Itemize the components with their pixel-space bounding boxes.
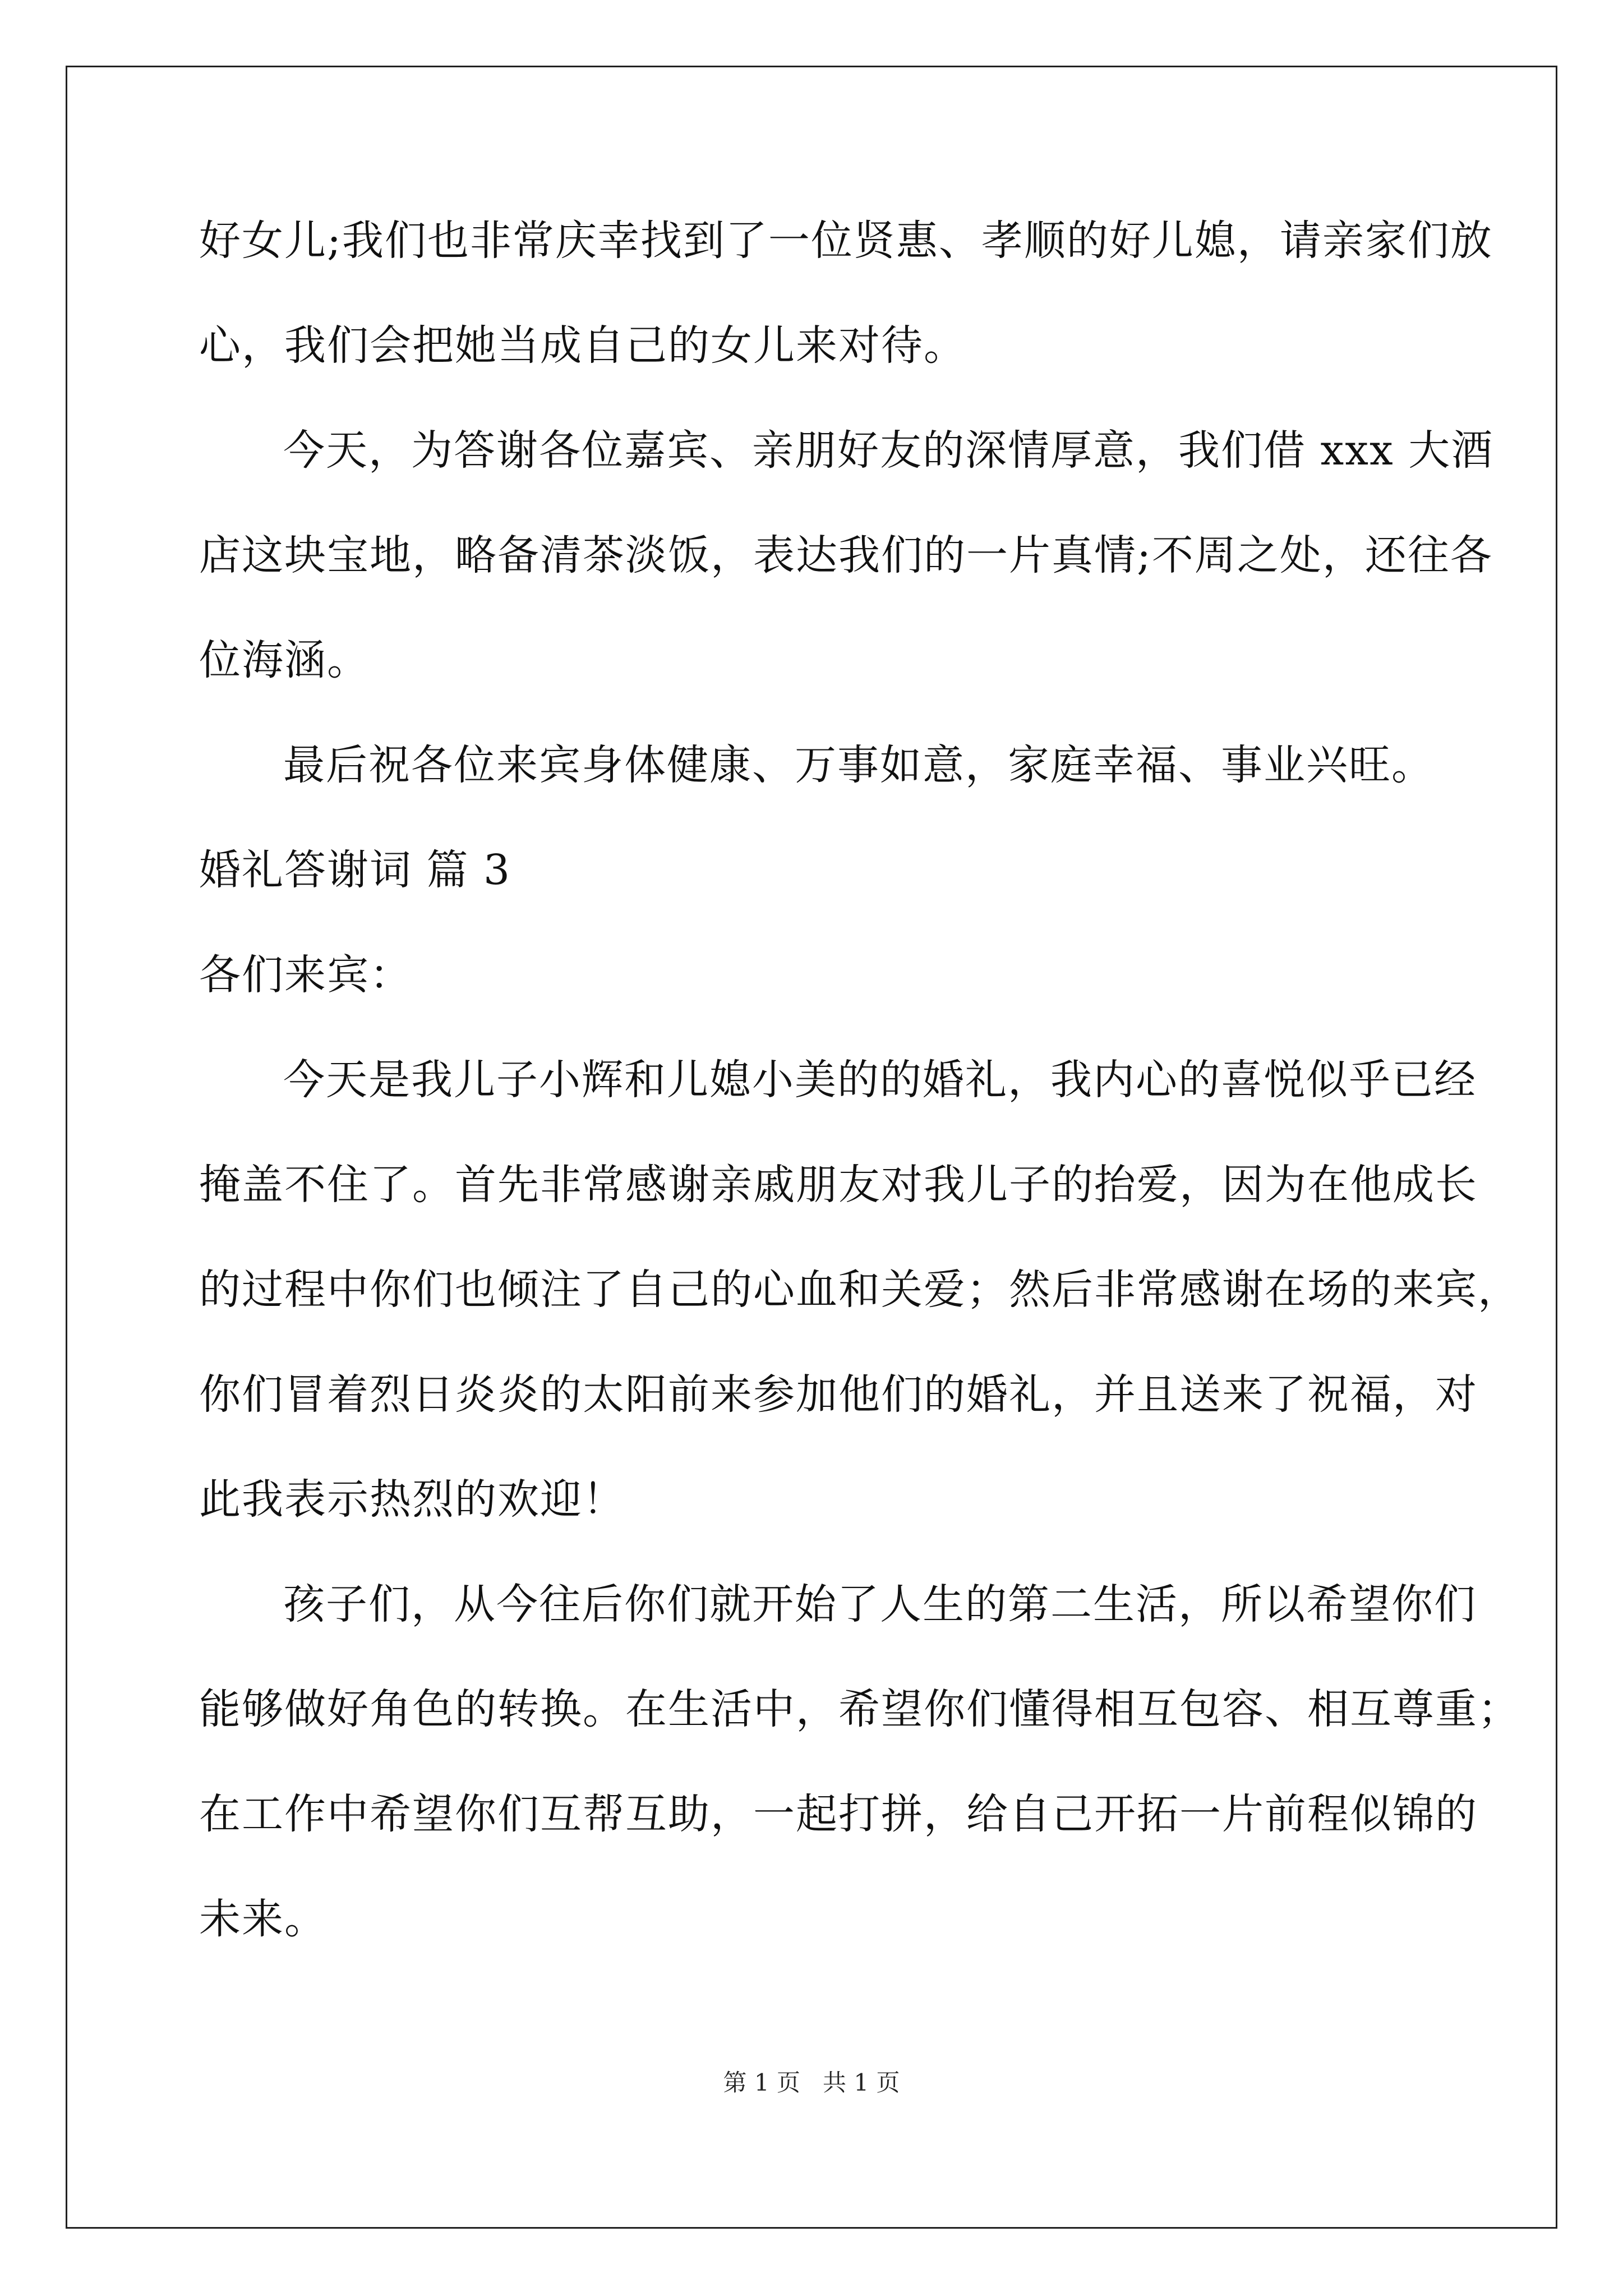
text-line: 你们冒着烈日炎炎的太阳前来参加他们的婚礼，并且送来了祝福，对 <box>199 1370 1478 1419</box>
text-line: 好女儿;我们也非常庆幸找到了一位贤惠、孝顺的好儿媳，请亲家们放 <box>199 217 1493 265</box>
text-line: 最后祝各位来宾身体健康、万事如意，家庭幸福、事业兴旺。 <box>283 741 1434 789</box>
text-line: 能够做好角色的转换。在生活中，希望你们懂得相互包容、相互尊重； <box>199 1685 1520 1733</box>
heading-line: 婚礼答谢词 篇 3 <box>199 846 511 894</box>
text-line: 心，我们会把她当成自己的女儿来对待。 <box>199 321 966 370</box>
text-line: 在工作中希望你们互帮互助，一起打拼，给自己开拓一片前程似锦的 <box>199 1790 1478 1838</box>
text-line: 今天是我儿子小辉和儿媳小美的的婚礼，我内心的喜悦似乎已经 <box>283 1056 1477 1104</box>
paragraph <box>199 729 1433 834</box>
text-line: 孩子们，从今往后你们就开始了人生的第二生活，所以希望你们 <box>283 1580 1477 1628</box>
text-line: 位海涵。 <box>199 636 370 684</box>
text-line: 店这块宝地，略备清茶淡饭，表达我们的一片真情;不周之处，还往各 <box>199 531 1493 579</box>
text-line: 今天，为答谢各位嘉宾、亲朋好友的深情厚意，我们借 xxx 大酒 <box>283 426 1494 475</box>
salutation <box>199 938 1433 1043</box>
page-number-footer: 第 1 页 共 1 页 <box>723 2069 900 2096</box>
text-line: 未来。 <box>199 1895 327 1943</box>
document-body <box>199 204 1520 1987</box>
paragraph <box>199 414 1494 729</box>
text-line: 此我表示热烈的欢迎！ <box>199 1475 625 1524</box>
text-line: 掩盖不住了。首先非常感谢亲戚朋友对我儿子的抬爱，因为在他成长 <box>199 1161 1478 1209</box>
paragraph <box>199 204 1493 414</box>
section-heading <box>199 834 1433 938</box>
text-line: 的过程中你们也倾注了自己的心血和关爱；然后非常感谢在场的来宾， <box>199 1266 1520 1314</box>
text-line: 各们来宾： <box>199 951 412 999</box>
paragraph <box>199 1568 1520 1987</box>
paragraph <box>199 1043 1520 1568</box>
